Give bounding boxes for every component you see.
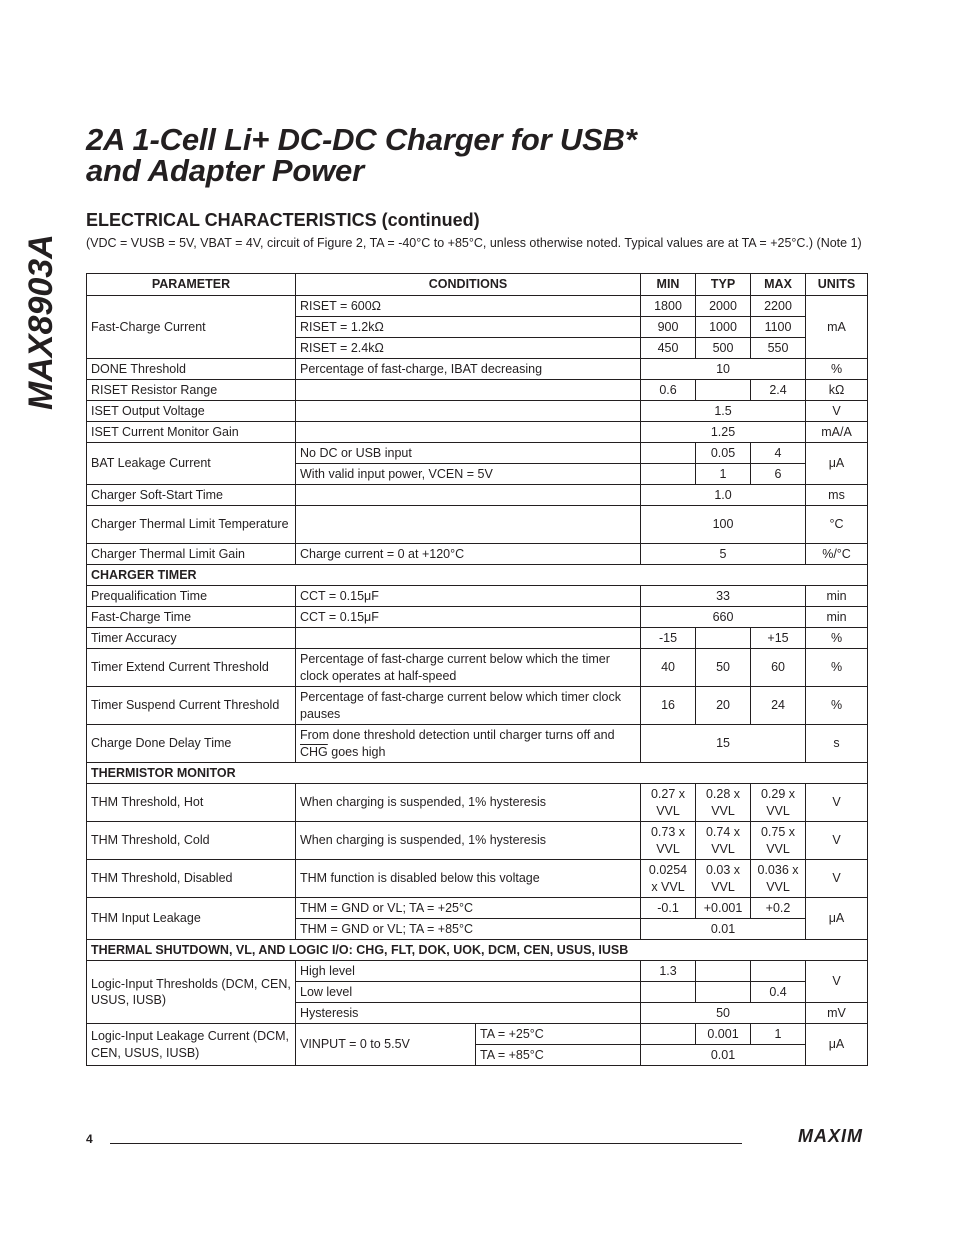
param-cell: Charger Thermal Limit Gain bbox=[87, 544, 296, 565]
min-cell: 450 bbox=[641, 338, 696, 359]
param-cell: Fast-Charge Current bbox=[87, 296, 296, 359]
cond-text: From done threshold detection until charger turns off and bbox=[300, 728, 615, 742]
table-row bbox=[87, 687, 868, 725]
units-cell: s bbox=[806, 725, 868, 763]
table-row bbox=[87, 822, 868, 860]
param-cell: THM Threshold, Hot bbox=[87, 784, 296, 822]
table-row bbox=[87, 649, 868, 687]
max-cell bbox=[751, 961, 806, 982]
typ-cell: 33 bbox=[641, 586, 806, 607]
param-cell: Timer Extend Current Threshold bbox=[87, 649, 296, 687]
units-cell: kΩ bbox=[806, 380, 868, 401]
units-cell: mA bbox=[806, 296, 868, 359]
typ-cell bbox=[696, 982, 751, 1003]
param-cell: THM Input Leakage bbox=[87, 898, 296, 940]
units-cell: % bbox=[806, 649, 868, 687]
max-cell: 24 bbox=[751, 687, 806, 725]
chg-signal: $\overline{CHG}$ bbox=[300, 744, 328, 759]
param-cell: ISET Output Voltage bbox=[87, 401, 296, 422]
typ-cell: 15 bbox=[641, 725, 806, 763]
title-line-1: 2A 1-Cell Li+ DC-DC Charger for USB* bbox=[86, 122, 637, 157]
units-cell: mA/A bbox=[806, 422, 868, 443]
typ-cell: 50 bbox=[696, 649, 751, 687]
typ-cell: 100 bbox=[641, 506, 806, 544]
units-cell: V bbox=[806, 860, 868, 898]
max-cell: 4 bbox=[751, 443, 806, 464]
units-cell: V bbox=[806, 784, 868, 822]
cond-cell: Charge current = 0 at +120°C bbox=[296, 544, 641, 565]
units-cell: V bbox=[806, 401, 868, 422]
typ-cell: 2000 bbox=[696, 296, 751, 317]
typ-cell: 0.74 x VVL bbox=[696, 822, 751, 860]
typ-cell: 660 bbox=[641, 607, 806, 628]
max-cell: 60 bbox=[751, 649, 806, 687]
header-max: MAX bbox=[751, 274, 806, 296]
header-typ: TYP bbox=[696, 274, 751, 296]
cond-cell bbox=[296, 422, 641, 443]
units-cell: ms bbox=[806, 485, 868, 506]
cond-cell: CCT = 0.15μF bbox=[296, 586, 641, 607]
cond-cell: THM = GND or VL; TA = +25°C bbox=[296, 898, 641, 919]
footer-rule bbox=[110, 1143, 742, 1144]
units-cell: V bbox=[806, 822, 868, 860]
typ-cell: 1 bbox=[696, 464, 751, 485]
units-cell: % bbox=[806, 359, 868, 380]
typ-cell: 1.0 bbox=[641, 485, 806, 506]
param-cell: BAT Leakage Current bbox=[87, 443, 296, 485]
cond-cell: THM function is disabled below this voltage bbox=[296, 860, 641, 898]
section-row-charger-timer bbox=[87, 565, 868, 586]
header-conditions: CONDITIONS bbox=[296, 274, 641, 296]
units-cell: V bbox=[806, 961, 868, 1003]
typ-cell: 1.5 bbox=[641, 401, 806, 422]
typ-cell: 0.03 x VVL bbox=[696, 860, 751, 898]
table-row bbox=[87, 422, 868, 443]
cond-cell: No DC or USB input bbox=[296, 443, 641, 464]
cond-cell: THM = GND or VL; TA = +85°C bbox=[296, 919, 641, 940]
typ-cell bbox=[696, 628, 751, 649]
param-cell: RISET Resistor Range bbox=[87, 380, 296, 401]
units-cell: %/°C bbox=[806, 544, 868, 565]
typ-cell bbox=[696, 380, 751, 401]
min-cell: -15 bbox=[641, 628, 696, 649]
table-row bbox=[87, 898, 868, 919]
param-cell: THM Threshold, Disabled bbox=[87, 860, 296, 898]
param-cell: Prequalification Time bbox=[87, 586, 296, 607]
cond-cell: RISET = 600Ω bbox=[296, 296, 641, 317]
typ-cell: 0.001 bbox=[696, 1024, 751, 1045]
typ-cell: 0.01 bbox=[641, 919, 806, 940]
cond-cell: RISET = 2.4kΩ bbox=[296, 338, 641, 359]
cond-cell: High level bbox=[296, 961, 641, 982]
param-cell: Logic-Input Thresholds (DCM, CEN, USUS, IUSB) bbox=[87, 961, 296, 1024]
cond-sub-cell: TA = +25°C bbox=[476, 1024, 641, 1045]
section-heading: CHARGER TIMER bbox=[87, 565, 868, 586]
max-cell: 6 bbox=[751, 464, 806, 485]
param-cell: Timer Accuracy bbox=[87, 628, 296, 649]
electrical-characteristics-table bbox=[86, 273, 868, 1066]
units-cell: μA bbox=[806, 443, 868, 485]
param-cell: Charger Thermal Limit Temperature bbox=[87, 506, 296, 544]
header-min: MIN bbox=[641, 274, 696, 296]
max-cell: 2200 bbox=[751, 296, 806, 317]
typ-cell: +0.001 bbox=[696, 898, 751, 919]
typ-cell: 500 bbox=[696, 338, 751, 359]
cond-cell bbox=[296, 506, 641, 544]
table-row bbox=[87, 784, 868, 822]
max-cell: +0.2 bbox=[751, 898, 806, 919]
table-row bbox=[87, 401, 868, 422]
min-cell: 1.3 bbox=[641, 961, 696, 982]
param-cell: Timer Suspend Current Threshold bbox=[87, 687, 296, 725]
typ-cell: 50 bbox=[641, 1003, 806, 1024]
cond-cell bbox=[296, 485, 641, 506]
cond-cell: RISET = 1.2kΩ bbox=[296, 317, 641, 338]
max-cell: 550 bbox=[751, 338, 806, 359]
min-cell: -0.1 bbox=[641, 898, 696, 919]
cond-cell bbox=[296, 401, 641, 422]
table-header-row bbox=[87, 274, 868, 296]
cond-cell: When charging is suspended, 1% hysteresis bbox=[296, 784, 641, 822]
min-cell: 0.27 x VVL bbox=[641, 784, 696, 822]
header-parameter: PARAMETER bbox=[87, 274, 296, 296]
max-cell: 0.4 bbox=[751, 982, 806, 1003]
table-row bbox=[87, 380, 868, 401]
min-cell: 1800 bbox=[641, 296, 696, 317]
max-cell: 1100 bbox=[751, 317, 806, 338]
typ-cell: 5 bbox=[641, 544, 806, 565]
table-row bbox=[87, 296, 868, 317]
cond-cell: With valid input power, VCEN = 5V bbox=[296, 464, 641, 485]
table-row bbox=[87, 506, 868, 544]
min-cell: 0.6 bbox=[641, 380, 696, 401]
max-cell: 2.4 bbox=[751, 380, 806, 401]
units-cell: % bbox=[806, 687, 868, 725]
max-cell: 0.75 x VVL bbox=[751, 822, 806, 860]
cond-cell: Hysteresis bbox=[296, 1003, 641, 1024]
cond-cell: VINPUT = 0 to 5.5V bbox=[296, 1024, 476, 1066]
table-row bbox=[87, 961, 868, 982]
section-heading: THERMAL SHUTDOWN, VL, AND LOGIC I/O: CHG, FLT, DOK, UOK, DCM, CEN, USUS, IUSB bbox=[87, 940, 868, 961]
cond-cell bbox=[296, 380, 641, 401]
cond-cell: Percentage of fast-charge current below which the timer clock operates at half-speed bbox=[296, 649, 641, 687]
cond-text: goes high bbox=[327, 744, 386, 759]
cond-cell: CCT = 0.15μF bbox=[296, 607, 641, 628]
typ-cell: 1.25 bbox=[641, 422, 806, 443]
table-row bbox=[87, 628, 868, 649]
max-cell: +15 bbox=[751, 628, 806, 649]
typ-cell: 10 bbox=[641, 359, 806, 380]
maxim-logo-text: MAXIM bbox=[798, 1128, 863, 1144]
side-part-number bbox=[8, 215, 64, 415]
units-cell: μA bbox=[806, 1024, 868, 1066]
table-row bbox=[87, 725, 868, 763]
header-units: UNITS bbox=[806, 274, 868, 296]
min-cell: 900 bbox=[641, 317, 696, 338]
page-title bbox=[86, 124, 637, 186]
section-heading: THERMISTOR MONITOR bbox=[87, 763, 868, 784]
min-cell: 16 bbox=[641, 687, 696, 725]
max-cell: 0.29 x VVL bbox=[751, 784, 806, 822]
typ-cell: 0.01 bbox=[641, 1045, 806, 1066]
typ-cell: 0.28 x VVL bbox=[696, 784, 751, 822]
min-cell bbox=[641, 1024, 696, 1045]
section-title: ELECTRICAL CHARACTERISTICS (continued) bbox=[86, 210, 480, 230]
param-cell: Charge Done Delay Time bbox=[87, 725, 296, 763]
max-cell: 1 bbox=[751, 1024, 806, 1045]
cond-cell: Percentage of fast-charge, IBAT decreasing bbox=[296, 359, 641, 380]
table-row bbox=[87, 544, 868, 565]
min-cell bbox=[641, 443, 696, 464]
table-row bbox=[87, 860, 868, 898]
param-cell: ISET Current Monitor Gain bbox=[87, 422, 296, 443]
cond-cell: When charging is suspended, 1% hysteresis bbox=[296, 822, 641, 860]
table-row bbox=[87, 485, 868, 506]
param-cell: Logic-Input Leakage Current (DCM, CEN, USUS, IUSB) bbox=[87, 1024, 296, 1066]
units-cell: min bbox=[806, 586, 868, 607]
table-row bbox=[87, 359, 868, 380]
conditions-note: (VDC = VUSB = 5V, VBAT = 4V, circuit of Figure 2, TA = -40°C to +85°C, unless otherwise noted. Typical values are at TA = +25°C.) (Note 1) bbox=[86, 236, 862, 250]
table-row bbox=[87, 443, 868, 464]
min-cell bbox=[641, 982, 696, 1003]
typ-cell: 1000 bbox=[696, 317, 751, 338]
typ-cell: 20 bbox=[696, 687, 751, 725]
title-line-2: and Adapter Power bbox=[86, 153, 364, 188]
min-cell bbox=[641, 464, 696, 485]
min-cell: 0.73 x VVL bbox=[641, 822, 696, 860]
typ-cell: 0.05 bbox=[696, 443, 751, 464]
side-part-number-text: MAX8903A bbox=[22, 234, 60, 410]
typ-cell bbox=[696, 961, 751, 982]
param-cell: Fast-Charge Time bbox=[87, 607, 296, 628]
min-cell: 40 bbox=[641, 649, 696, 687]
section-row-thermal-shutdown bbox=[87, 940, 868, 961]
param-cell: DONE Threshold bbox=[87, 359, 296, 380]
units-cell: mV bbox=[806, 1003, 868, 1024]
param-cell: THM Threshold, Cold bbox=[87, 822, 296, 860]
min-cell: 0.0254 x VVL bbox=[641, 860, 696, 898]
units-cell: min bbox=[806, 607, 868, 628]
param-cell: Charger Soft-Start Time bbox=[87, 485, 296, 506]
table-row bbox=[87, 607, 868, 628]
units-cell: % bbox=[806, 628, 868, 649]
table-row bbox=[87, 1024, 868, 1045]
units-cell: °C bbox=[806, 506, 868, 544]
cond-cell bbox=[296, 725, 641, 763]
table-row bbox=[87, 586, 868, 607]
units-cell: μA bbox=[806, 898, 868, 940]
maxim-logo bbox=[755, 1128, 865, 1144]
section-row-thermistor-monitor bbox=[87, 763, 868, 784]
cond-cell bbox=[296, 628, 641, 649]
cond-cell: Percentage of fast-charge current below which timer clock pauses bbox=[296, 687, 641, 725]
cond-cell: Low level bbox=[296, 982, 641, 1003]
cond-sub-cell: TA = +85°C bbox=[476, 1045, 641, 1066]
max-cell: 0.036 x VVL bbox=[751, 860, 806, 898]
page-number: 4 bbox=[86, 1132, 93, 1146]
